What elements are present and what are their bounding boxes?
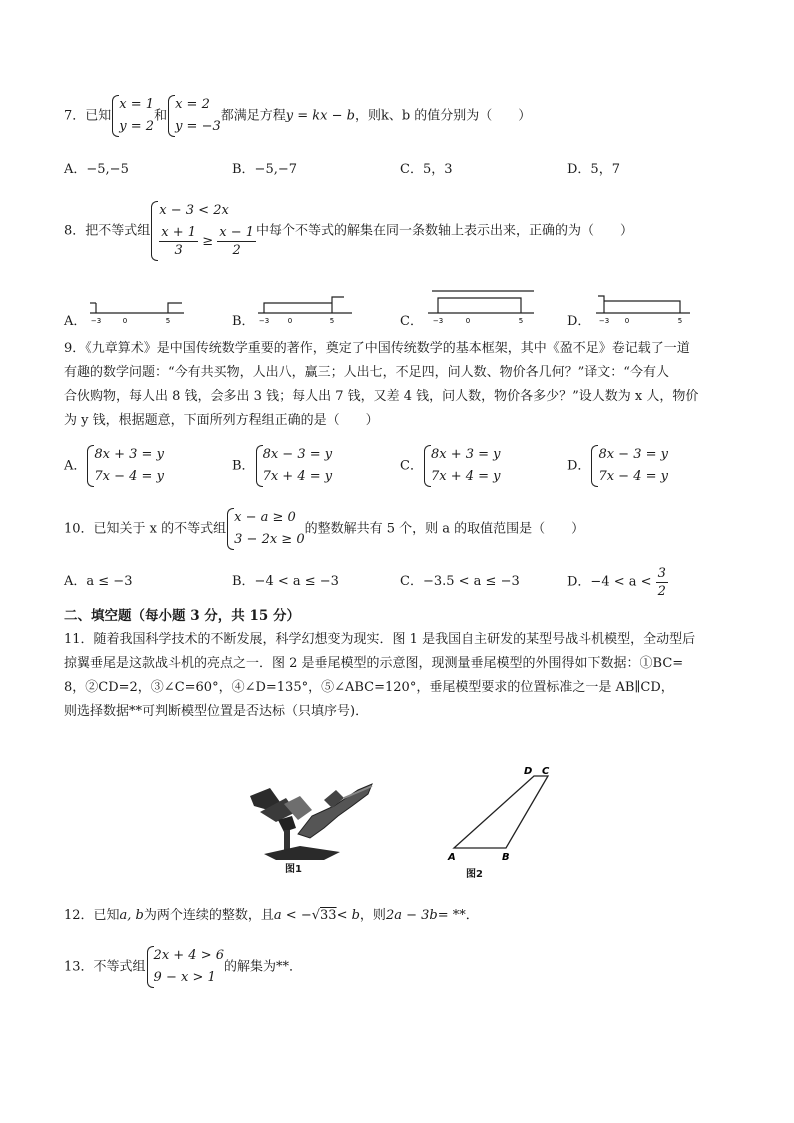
q8-option-b-label[interactable]: B． — [232, 314, 255, 329]
svg-text:−3: −3 — [258, 317, 270, 325]
svg-text:0: 0 — [122, 317, 128, 325]
point-b-label: B — [502, 852, 510, 863]
q10-option-a[interactable]: A．a ≤ −3 — [64, 574, 133, 589]
fraction-three-halves: $\frac{3}{2}$ — [657, 566, 666, 599]
linear-equation: y = kx − b — [285, 108, 355, 124]
q9-option-d[interactable]: D． 8x − 3 = y 7x − 4 = y — [567, 444, 668, 488]
svg-text:0: 0 — [287, 317, 293, 325]
question-11: 11．随着我国科学技术的不断发展，科学幻想变为现实．图 1 是我国自主研发的某型号战斗机模型，全动型后 掠翼垂尾是这款战斗机的亮点之一．图 2 是垂尾模型的示意图，现测量垂尾模型的外围得如下数据：①BC= 8，②CD=2，③∠C=60°，④∠D=135°，⑤∠ABC=120°，垂尾模型要求的位置标准之一是 AB∥CD， 则选择数据**可判断模型位置是否达标（只填序号)． — [64, 632, 696, 719]
square-root-symbol: √ — [311, 908, 321, 923]
number-line-c — [426, 286, 538, 326]
q10-option-d[interactable]: D．−4 < a < $\frac{3}{2}$ — [567, 566, 666, 599]
fraction-1: $\frac{x + 1}{3}$ — [161, 225, 197, 258]
q10-option-b[interactable]: B．−4 < a ≤ −3 — [232, 574, 339, 589]
fighter-jet-model-figure — [240, 776, 390, 876]
question-9: 9．《九章算术》是中国传统数学重要的著作，奠定了中国传统数学的基本框架，其中《盈不足》卷记载了一道 有趣的数学问题：“今有共买物，人出八，赢三；人出七，不足四，问人数、物价各几何？”译文：“今有人 合伙购物，每人出 8 钱，会多出 3 钱；每人出 7 钱，又差 4 钱，问人数，物价各多少？”设人数为 x 人，物价 为 y 钱，根据题意，下面所列方程组正确的是（ ） — [64, 341, 699, 428]
svg-text:−3: −3 — [90, 317, 102, 325]
q9-option-a[interactable]: A． 8x + 3 = y 7x − 4 = y — [64, 444, 164, 488]
svg-text:−3: −3 — [432, 317, 444, 325]
q9-option-b[interactable]: B． 8x − 3 = y 7x + 4 = y — [232, 444, 332, 488]
equation-system-2: x = 2 y = −3 — [167, 94, 221, 138]
svg-text:5: 5 — [165, 317, 171, 325]
question-7: 7．已知 x = 1 y = 2 和 x = 2 y = −3 都满足方程y = kx − b，则k、b 的值分别为（ ） — [64, 94, 531, 138]
figure-1-caption: 图1 — [285, 864, 302, 875]
q8-option-a-label[interactable]: A． — [64, 314, 87, 329]
number-line-d — [594, 290, 694, 326]
question-8: 8．把不等式组 x − 3 < 2x $\frac{x + 1}{3}$ ≥ $\frac{x - 1}{2}$ 中每个不等式的解集在同一条数轴上表示出来，正确的为（ ） — [64, 200, 633, 262]
number-line-b — [256, 292, 356, 326]
inequality-system: x − 3 < 2x $\frac{x + 1}{3}$ ≥ $\frac{x - 1}{2}$ — [150, 200, 256, 262]
q7-option-c[interactable]: C．5，3 — [400, 162, 453, 177]
svg-text:−3: −3 — [598, 317, 610, 325]
svg-text:5: 5 — [677, 317, 683, 325]
number-line-a — [88, 296, 188, 326]
svg-text:5: 5 — [329, 317, 335, 325]
equation-system-1: x = 1 y = 2 — [111, 94, 154, 138]
q9-option-c[interactable]: C． 8x + 3 = y 7x + 4 = y — [400, 444, 501, 488]
tail-fin-diagram — [440, 762, 560, 866]
q8-option-c-label[interactable]: C． — [400, 314, 423, 329]
q7-option-b[interactable]: B．−5,−7 — [232, 162, 298, 177]
q7-option-d[interactable]: D．5，7 — [567, 162, 620, 177]
svg-text:0: 0 — [465, 317, 471, 325]
question-12: 12．已知a, b为两个连续的整数，且a < −√33< b，则2a − 3b= **． — [64, 908, 479, 923]
point-d-label: D — [524, 766, 533, 777]
question-13: 13．不等式组 2x + 4 > 6 9 − x > 1 的解集为**． — [64, 945, 302, 989]
q8-option-d-label[interactable]: D． — [567, 314, 591, 329]
inequality-system: 2x + 4 > 6 9 − x > 1 — [146, 945, 224, 989]
point-a-label: A — [448, 852, 456, 863]
section-title: 二、填空题（每小题 3 分，共 15 分） — [64, 608, 300, 624]
figure-2-caption: 图2 — [466, 869, 483, 880]
q10-option-c[interactable]: C．−3.5 < a ≤ −3 — [400, 574, 520, 589]
svg-text:0: 0 — [624, 317, 630, 325]
question-10: 10．已知关于 x 的不等式组 x − a ≥ 0 3 − 2x ≥ 0 的整数解共有 5 个，则 a 的取值范围是（ ） — [64, 507, 584, 551]
point-c-label: C — [542, 766, 550, 777]
fraction-2: $\frac{x - 1}{2}$ — [219, 225, 254, 258]
inequality-system: x − a ≥ 0 3 − 2x ≥ 0 — [226, 507, 304, 551]
q7-option-a[interactable]: A．−5,−5 — [64, 162, 129, 177]
svg-text:5: 5 — [518, 317, 524, 325]
